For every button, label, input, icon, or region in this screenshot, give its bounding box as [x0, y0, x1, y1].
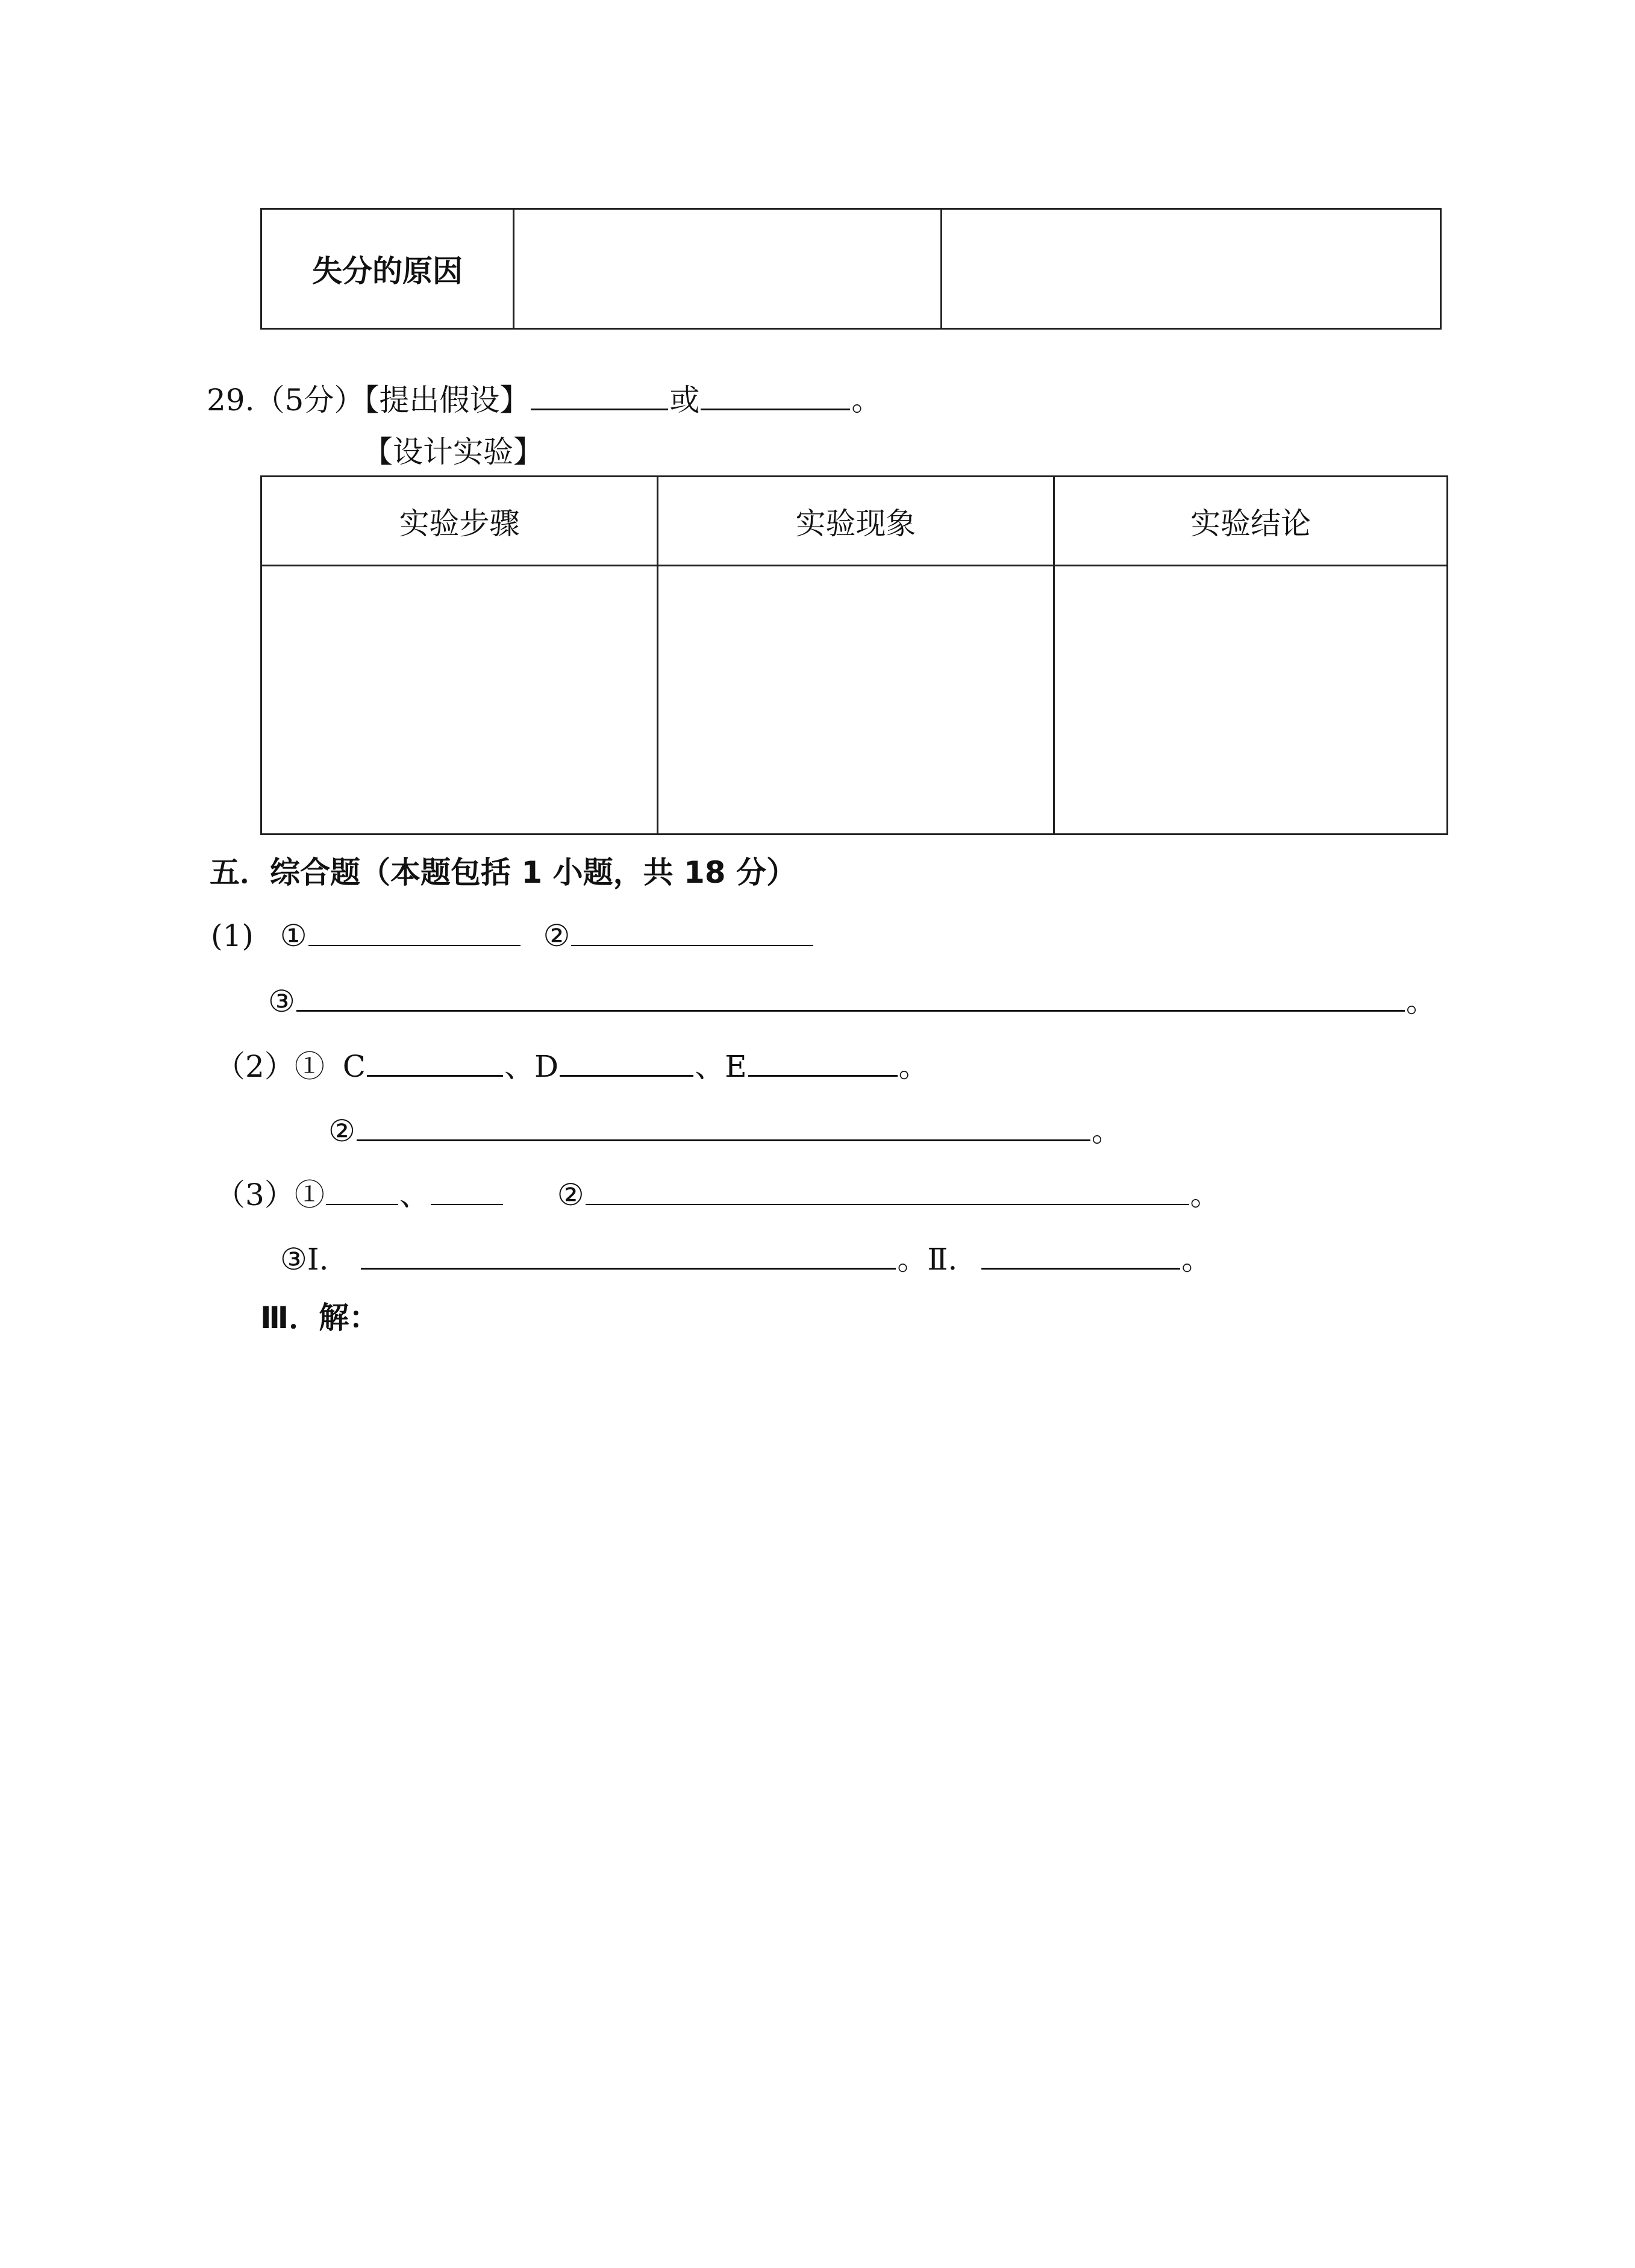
part3-mid: 。Ⅱ.: [897, 1242, 958, 1277]
part2-sep2: 、E: [695, 1049, 747, 1084]
part3-circle1: ①: [294, 1177, 325, 1212]
part1-blank-3[interactable]: [296, 982, 1405, 1012]
part3-blank-ii[interactable]: [981, 1240, 1180, 1270]
cell-conclusion[interactable]: [1054, 566, 1448, 835]
part3-circle3: ③: [280, 1242, 307, 1277]
part2-blank-d[interactable]: [560, 1047, 693, 1077]
part3-solution: Ⅲ．解：: [260, 1300, 380, 1335]
part1-end: 。: [1405, 984, 1436, 1019]
loss-reason-cell-2[interactable]: [942, 209, 1441, 329]
loss-reason-table: [260, 208, 1442, 330]
q29-or: 或: [669, 383, 700, 418]
q29-hypothesis-blank-1[interactable]: [531, 381, 668, 410]
q29-line: [207, 381, 881, 418]
loss-reason-label: 失分的原因: [261, 209, 514, 329]
part2-blank-e[interactable]: [748, 1047, 898, 1077]
part2-end1: 。: [898, 1049, 929, 1084]
part3-roman1: Ⅰ.: [307, 1242, 329, 1277]
cell-phenomena[interactable]: [658, 566, 1054, 835]
part1-circle3: ③: [268, 984, 295, 1019]
q29-design-heading: 【设计实验】: [363, 434, 543, 469]
part2-label: （2）: [215, 1049, 295, 1084]
part3-blank-i[interactable]: [361, 1240, 896, 1270]
q29-hypothesis-blank-2[interactable]: [701, 381, 850, 410]
part3-label: （3）: [215, 1177, 295, 1212]
part1-circle2: ②: [543, 918, 571, 953]
experiment-table: [260, 475, 1448, 835]
part1-line2: [268, 982, 1436, 1020]
part2-line1: [215, 1047, 929, 1085]
header-conclusion: 实验结论: [1054, 477, 1448, 566]
part2-blank-c[interactable]: [367, 1047, 503, 1077]
cell-steps[interactable]: [261, 566, 658, 835]
part1-line1: [211, 917, 814, 954]
part1-label: (1): [211, 918, 254, 953]
part3-circle2: ②: [557, 1177, 584, 1212]
part2-line2: [328, 1112, 1122, 1149]
part2-end2: 。: [1091, 1114, 1122, 1148]
q29-prefix: 29.（5分）【提出假设】: [207, 383, 530, 418]
part2-c: C: [342, 1049, 366, 1084]
part2-sep1: 、D: [504, 1049, 559, 1084]
part3-sep: 、: [399, 1177, 430, 1212]
section5-title: 五．综合题（本题包括 1 小题，共 18 分）: [210, 855, 796, 890]
part1-blank-1[interactable]: [308, 917, 521, 946]
part3-line2: [280, 1240, 1211, 1277]
part3-end2: 。: [1190, 1177, 1221, 1212]
part3-blank-2[interactable]: [586, 1176, 1189, 1205]
loss-reason-cell-1[interactable]: [514, 209, 942, 329]
part1-circle1: ①: [280, 918, 307, 953]
part3-blank-1a[interactable]: [326, 1176, 398, 1205]
part2-blank-2[interactable]: [357, 1112, 1090, 1141]
q29-end: 。: [851, 383, 882, 418]
part2-circle2: ②: [328, 1114, 355, 1148]
header-steps: 实验步骤: [261, 477, 658, 566]
part3-end3: 。: [1181, 1242, 1212, 1277]
part3-blank-1b[interactable]: [431, 1176, 503, 1205]
part2-circle1: ①: [294, 1049, 325, 1084]
part1-blank-2[interactable]: [571, 917, 813, 946]
part3-line1: [215, 1176, 1221, 1213]
header-phenomena: 实验现象: [658, 477, 1054, 566]
